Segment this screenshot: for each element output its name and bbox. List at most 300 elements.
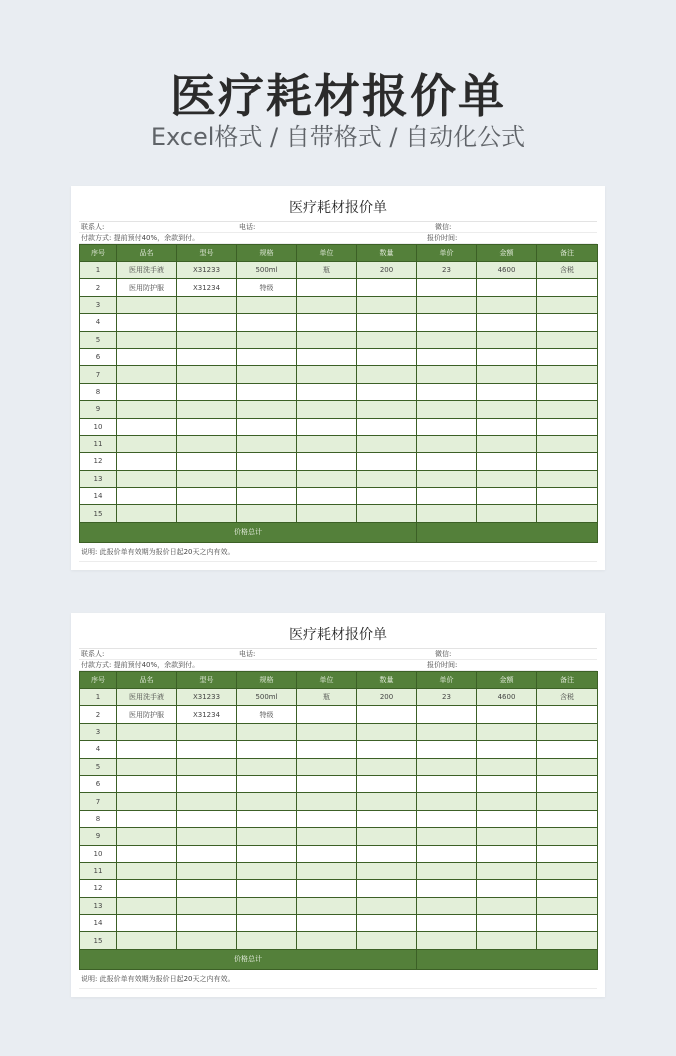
table-cell[interactable]: [537, 470, 598, 487]
table-cell[interactable]: [177, 383, 237, 400]
table-cell[interactable]: 5: [80, 331, 117, 348]
table-cell[interactable]: [177, 366, 237, 383]
table-cell[interactable]: [237, 435, 297, 452]
table-cell[interactable]: [417, 453, 477, 470]
table-cell[interactable]: [177, 741, 237, 758]
table-cell[interactable]: [417, 741, 477, 758]
table-cell[interactable]: [117, 505, 177, 522]
table-cell[interactable]: [177, 828, 237, 845]
table-cell[interactable]: [357, 862, 417, 879]
table-cell[interactable]: [237, 810, 297, 827]
table-cell[interactable]: [297, 810, 357, 827]
table-row: [80, 915, 598, 932]
table-cell[interactable]: [297, 418, 357, 435]
table-cell[interactable]: [537, 296, 598, 313]
table-cell[interactable]: [477, 793, 537, 810]
sheet-title: 医疗耗材报价单: [79, 622, 597, 649]
table-cell[interactable]: [357, 488, 417, 505]
table-cell[interactable]: [537, 401, 598, 418]
table-cell[interactable]: [237, 383, 297, 400]
table-cell[interactable]: [537, 383, 598, 400]
table-cell[interactable]: [417, 296, 477, 313]
table-cell[interactable]: [117, 793, 177, 810]
table-cell[interactable]: [237, 331, 297, 348]
table-cell[interactable]: [537, 862, 598, 879]
table-cell[interactable]: [177, 897, 237, 914]
table-cell[interactable]: [117, 366, 177, 383]
table-cell[interactable]: [297, 845, 357, 862]
table-cell[interactable]: 医用洗手液: [117, 689, 177, 706]
column-header: 备注: [537, 672, 598, 689]
table-cell[interactable]: 12: [80, 880, 117, 897]
table-cell[interactable]: [117, 862, 177, 879]
table-cell[interactable]: 4: [80, 741, 117, 758]
table-cell[interactable]: [117, 383, 177, 400]
table-cell[interactable]: [357, 706, 417, 723]
table-cell[interactable]: [117, 775, 177, 792]
table-cell[interactable]: [417, 366, 477, 383]
table-cell[interactable]: [177, 331, 237, 348]
table-cell[interactable]: [177, 314, 237, 331]
table-cell[interactable]: 4: [80, 314, 117, 331]
table-cell[interactable]: 8: [80, 383, 117, 400]
table-cell[interactable]: [297, 314, 357, 331]
table-cell[interactable]: 7: [80, 366, 117, 383]
table-cell[interactable]: [537, 845, 598, 862]
validity-note: 说明: 此报价单有效期为报价日起20天之内有效。: [79, 543, 597, 562]
table-cell[interactable]: [297, 366, 357, 383]
table-cell[interactable]: [297, 932, 357, 949]
table-cell[interactable]: [477, 418, 537, 435]
table-cell[interactable]: [117, 897, 177, 914]
table-cell[interactable]: 14: [80, 915, 117, 932]
table-cell[interactable]: [357, 331, 417, 348]
table-cell[interactable]: [237, 401, 297, 418]
table-cell[interactable]: [177, 296, 237, 313]
table-cell[interactable]: 7: [80, 793, 117, 810]
table-cell[interactable]: [537, 932, 598, 949]
table-cell[interactable]: [417, 793, 477, 810]
table-cell[interactable]: [417, 706, 477, 723]
spreadsheet-preview-1: [71, 186, 605, 570]
table-cell[interactable]: 5: [80, 758, 117, 775]
table-row: [80, 706, 598, 723]
table-cell[interactable]: [357, 741, 417, 758]
table-cell[interactable]: [237, 348, 297, 365]
table-cell[interactable]: 医用防护服: [117, 706, 177, 723]
table-cell[interactable]: [357, 366, 417, 383]
table-cell[interactable]: [417, 862, 477, 879]
column-header: 数量: [357, 245, 417, 262]
table-cell[interactable]: [117, 418, 177, 435]
table-row: [80, 880, 598, 897]
column-header: 型号: [177, 245, 237, 262]
table-cell[interactable]: [477, 862, 537, 879]
table-cell[interactable]: 特级: [237, 279, 297, 296]
table-cell[interactable]: 4600: [477, 689, 537, 706]
table-cell[interactable]: [477, 723, 537, 740]
table-cell[interactable]: [237, 470, 297, 487]
table-cell[interactable]: [417, 758, 477, 775]
table-cell[interactable]: [537, 723, 598, 740]
table-cell[interactable]: X31233: [177, 689, 237, 706]
table-row: [80, 435, 598, 452]
table-cell[interactable]: [417, 897, 477, 914]
table-cell[interactable]: [537, 775, 598, 792]
table-cell[interactable]: 200: [357, 262, 417, 279]
table-cell[interactable]: [117, 470, 177, 487]
table-cell[interactable]: 23: [417, 689, 477, 706]
table-cell[interactable]: [237, 793, 297, 810]
table-row: [80, 401, 598, 418]
table-cell[interactable]: [237, 862, 297, 879]
table-cell[interactable]: [237, 915, 297, 932]
table-cell[interactable]: [177, 401, 237, 418]
table-cell[interactable]: [177, 348, 237, 365]
table-cell[interactable]: [477, 435, 537, 452]
table-cell[interactable]: [237, 314, 297, 331]
table-cell[interactable]: [417, 880, 477, 897]
table-row: [80, 793, 598, 810]
table-cell[interactable]: [177, 723, 237, 740]
table-cell[interactable]: [357, 880, 417, 897]
table-cell[interactable]: [477, 932, 537, 949]
table-cell[interactable]: 2: [80, 706, 117, 723]
table-cell[interactable]: 13: [80, 470, 117, 487]
table-cell[interactable]: [357, 897, 417, 914]
table-cell[interactable]: [477, 505, 537, 522]
table-cell[interactable]: [477, 845, 537, 862]
table-cell[interactable]: [417, 401, 477, 418]
table-cell[interactable]: [117, 348, 177, 365]
table-cell[interactable]: [417, 418, 477, 435]
table-cell[interactable]: [357, 314, 417, 331]
table-cell[interactable]: [237, 488, 297, 505]
table-cell[interactable]: [477, 453, 537, 470]
column-header: 金额: [477, 245, 537, 262]
info-row-payment: [79, 660, 597, 671]
table-cell[interactable]: [297, 435, 357, 452]
table-cell[interactable]: [357, 810, 417, 827]
table-cell[interactable]: [417, 775, 477, 792]
table-cell[interactable]: [357, 470, 417, 487]
table-cell[interactable]: [297, 296, 357, 313]
table-cell[interactable]: [537, 488, 598, 505]
table-cell[interactable]: [117, 296, 177, 313]
table-cell[interactable]: [357, 296, 417, 313]
table-cell[interactable]: [177, 470, 237, 487]
table-cell[interactable]: [117, 435, 177, 452]
table-cell[interactable]: 11: [80, 435, 117, 452]
table-cell[interactable]: [177, 453, 237, 470]
table-cell[interactable]: [357, 505, 417, 522]
table-cell[interactable]: 500ml: [237, 262, 297, 279]
table-cell[interactable]: [297, 915, 357, 932]
table-cell[interactable]: [417, 470, 477, 487]
table-cell[interactable]: 特级: [237, 706, 297, 723]
column-header: 单位: [297, 672, 357, 689]
table-cell[interactable]: [477, 348, 537, 365]
table-cell[interactable]: [297, 897, 357, 914]
table-cell[interactable]: [537, 314, 598, 331]
table-cell[interactable]: [417, 488, 477, 505]
table-cell[interactable]: [177, 862, 237, 879]
table-cell[interactable]: [417, 314, 477, 331]
table-cell[interactable]: [357, 383, 417, 400]
table-cell[interactable]: [537, 741, 598, 758]
table-cell[interactable]: 13: [80, 897, 117, 914]
table-cell[interactable]: [297, 793, 357, 810]
table-cell[interactable]: [237, 758, 297, 775]
table-cell[interactable]: 3: [80, 723, 117, 740]
table-cell[interactable]: [537, 897, 598, 914]
table-cell[interactable]: [237, 366, 297, 383]
table-cell[interactable]: [357, 401, 417, 418]
table-cell[interactable]: 瓶: [297, 262, 357, 279]
table-cell[interactable]: [477, 314, 537, 331]
table-cell[interactable]: [297, 706, 357, 723]
table-cell[interactable]: [417, 279, 477, 296]
table-cell[interactable]: [177, 932, 237, 949]
sheet-title: 医疗耗材报价单: [79, 195, 597, 222]
table-cell[interactable]: [477, 383, 537, 400]
table-cell[interactable]: [177, 435, 237, 452]
table-cell[interactable]: [477, 828, 537, 845]
table-cell[interactable]: 8: [80, 810, 117, 827]
table-cell[interactable]: [537, 793, 598, 810]
table-cell[interactable]: [297, 279, 357, 296]
table-cell[interactable]: [537, 348, 598, 365]
table-cell[interactable]: 14: [80, 488, 117, 505]
table-cell[interactable]: [117, 453, 177, 470]
table-cell[interactable]: [117, 828, 177, 845]
table-cell[interactable]: [237, 453, 297, 470]
table-cell[interactable]: [177, 880, 237, 897]
table-cell[interactable]: [237, 828, 297, 845]
table-row: [80, 279, 598, 296]
table-cell[interactable]: [477, 279, 537, 296]
table-cell[interactable]: 6: [80, 775, 117, 792]
table-cell[interactable]: [297, 758, 357, 775]
table-cell[interactable]: 9: [80, 401, 117, 418]
table-cell[interactable]: [177, 810, 237, 827]
table-cell[interactable]: [297, 741, 357, 758]
wechat-label: 微信:: [435, 650, 452, 658]
table-cell[interactable]: [117, 314, 177, 331]
column-header: 单位: [297, 245, 357, 262]
table-cell[interactable]: [117, 401, 177, 418]
table-cell[interactable]: [117, 331, 177, 348]
table-cell[interactable]: [477, 741, 537, 758]
table-cell[interactable]: 23: [417, 262, 477, 279]
table-cell[interactable]: [417, 348, 477, 365]
table-cell[interactable]: 1: [80, 262, 117, 279]
table-cell[interactable]: [297, 880, 357, 897]
table-cell[interactable]: [357, 775, 417, 792]
table-cell[interactable]: [117, 845, 177, 862]
table-cell[interactable]: 3: [80, 296, 117, 313]
table-cell[interactable]: [477, 366, 537, 383]
table-cell[interactable]: [477, 915, 537, 932]
table-cell[interactable]: [477, 401, 537, 418]
table-cell[interactable]: [537, 828, 598, 845]
table-cell[interactable]: 15: [80, 505, 117, 522]
table-cell[interactable]: [477, 810, 537, 827]
table-cell[interactable]: [177, 488, 237, 505]
table-cell[interactable]: 瓶: [297, 689, 357, 706]
table-cell[interactable]: [297, 348, 357, 365]
table-cell[interactable]: [477, 706, 537, 723]
table-cell[interactable]: [177, 758, 237, 775]
table-cell[interactable]: 12: [80, 453, 117, 470]
table-cell[interactable]: 1: [80, 689, 117, 706]
table-cell[interactable]: 6: [80, 348, 117, 365]
table-row: [80, 262, 598, 279]
table-cell[interactable]: [297, 828, 357, 845]
table-cell[interactable]: [357, 915, 417, 932]
table-cell[interactable]: [417, 915, 477, 932]
table-cell[interactable]: [237, 897, 297, 914]
table-cell[interactable]: [537, 418, 598, 435]
table-cell[interactable]: 11: [80, 862, 117, 879]
table-cell[interactable]: [417, 932, 477, 949]
table-cell[interactable]: 200: [357, 689, 417, 706]
table-cell[interactable]: [357, 845, 417, 862]
table-cell[interactable]: [357, 279, 417, 296]
table-cell[interactable]: 医用洗手液: [117, 262, 177, 279]
table-cell[interactable]: [297, 505, 357, 522]
table-cell[interactable]: [297, 775, 357, 792]
table-cell[interactable]: [357, 348, 417, 365]
table-cell[interactable]: [417, 845, 477, 862]
table-cell[interactable]: 含税: [537, 689, 598, 706]
table-cell[interactable]: [297, 723, 357, 740]
table-cell[interactable]: [237, 775, 297, 792]
table-cell[interactable]: [117, 723, 177, 740]
table-cell[interactable]: [237, 418, 297, 435]
table-cell[interactable]: [357, 828, 417, 845]
table-row: [80, 897, 598, 914]
table-cell[interactable]: [537, 915, 598, 932]
table-cell[interactable]: [237, 845, 297, 862]
table-cell[interactable]: [357, 453, 417, 470]
table-row: [80, 348, 598, 365]
table-cell[interactable]: [117, 810, 177, 827]
table-cell[interactable]: [417, 331, 477, 348]
table-cell[interactable]: 10: [80, 845, 117, 862]
table-cell[interactable]: [537, 279, 598, 296]
table-cell[interactable]: [297, 470, 357, 487]
table-cell[interactable]: 4600: [477, 262, 537, 279]
table-cell[interactable]: [357, 723, 417, 740]
table-cell[interactable]: 10: [80, 418, 117, 435]
table-cell[interactable]: [297, 401, 357, 418]
table-cell[interactable]: [117, 741, 177, 758]
total-row: [80, 949, 598, 969]
table-cell[interactable]: [477, 880, 537, 897]
table-cell[interactable]: [117, 880, 177, 897]
table-cell[interactable]: [417, 723, 477, 740]
table-cell[interactable]: [237, 932, 297, 949]
table-row: [80, 862, 598, 879]
table-cell[interactable]: [537, 366, 598, 383]
table-cell[interactable]: [477, 470, 537, 487]
table-cell[interactable]: [477, 331, 537, 348]
table-cell[interactable]: [297, 383, 357, 400]
table-cell[interactable]: [417, 505, 477, 522]
table-cell[interactable]: X31234: [177, 279, 237, 296]
table-cell[interactable]: [537, 810, 598, 827]
table-cell[interactable]: [237, 296, 297, 313]
table-cell[interactable]: [117, 932, 177, 949]
table-cell[interactable]: [417, 383, 477, 400]
table-cell[interactable]: [537, 706, 598, 723]
total-value[interactable]: [417, 949, 598, 969]
table-cell[interactable]: [177, 775, 237, 792]
table-cell[interactable]: [237, 505, 297, 522]
table-cell[interactable]: [357, 793, 417, 810]
total-value[interactable]: [417, 522, 598, 542]
table-cell[interactable]: 500ml: [237, 689, 297, 706]
table-cell[interactable]: [537, 453, 598, 470]
table-cell[interactable]: 医用防护服: [117, 279, 177, 296]
table-cell[interactable]: [357, 932, 417, 949]
hero-subtitle: Excel格式 / 自带格式 / 自动化公式: [150, 123, 526, 151]
table-cell[interactable]: [177, 505, 237, 522]
table-cell[interactable]: 2: [80, 279, 117, 296]
table-row: [80, 689, 598, 706]
table-cell[interactable]: [237, 741, 297, 758]
table-cell[interactable]: X31233: [177, 262, 237, 279]
table-cell[interactable]: [357, 435, 417, 452]
table-cell[interactable]: [357, 758, 417, 775]
table-cell[interactable]: [237, 880, 297, 897]
table-cell[interactable]: [537, 758, 598, 775]
table-cell[interactable]: [417, 828, 477, 845]
table-row: [80, 845, 598, 862]
table-cell[interactable]: 15: [80, 932, 117, 949]
table-cell[interactable]: [117, 758, 177, 775]
table-cell[interactable]: [237, 723, 297, 740]
table-cell[interactable]: [297, 331, 357, 348]
table-cell[interactable]: [297, 453, 357, 470]
table-cell[interactable]: [117, 915, 177, 932]
table-cell[interactable]: [417, 435, 477, 452]
table-cell[interactable]: [297, 862, 357, 879]
table-cell[interactable]: [477, 758, 537, 775]
table-cell[interactable]: [477, 897, 537, 914]
table-cell[interactable]: 9: [80, 828, 117, 845]
table-cell[interactable]: [297, 488, 357, 505]
table-cell[interactable]: [417, 810, 477, 827]
table-cell[interactable]: [177, 915, 237, 932]
column-header: 金额: [477, 672, 537, 689]
table-cell[interactable]: [537, 435, 598, 452]
table-cell[interactable]: [177, 418, 237, 435]
table-cell[interactable]: 含税: [537, 262, 598, 279]
table-cell[interactable]: X31234: [177, 706, 237, 723]
table-cell[interactable]: [537, 880, 598, 897]
table-cell[interactable]: [177, 793, 237, 810]
table-cell[interactable]: [177, 845, 237, 862]
table-cell[interactable]: [477, 296, 537, 313]
table-cell[interactable]: [537, 505, 598, 522]
table-cell[interactable]: [477, 775, 537, 792]
table-cell[interactable]: [477, 488, 537, 505]
table-cell[interactable]: [537, 331, 598, 348]
table-cell[interactable]: [117, 488, 177, 505]
table-cell[interactable]: [357, 418, 417, 435]
